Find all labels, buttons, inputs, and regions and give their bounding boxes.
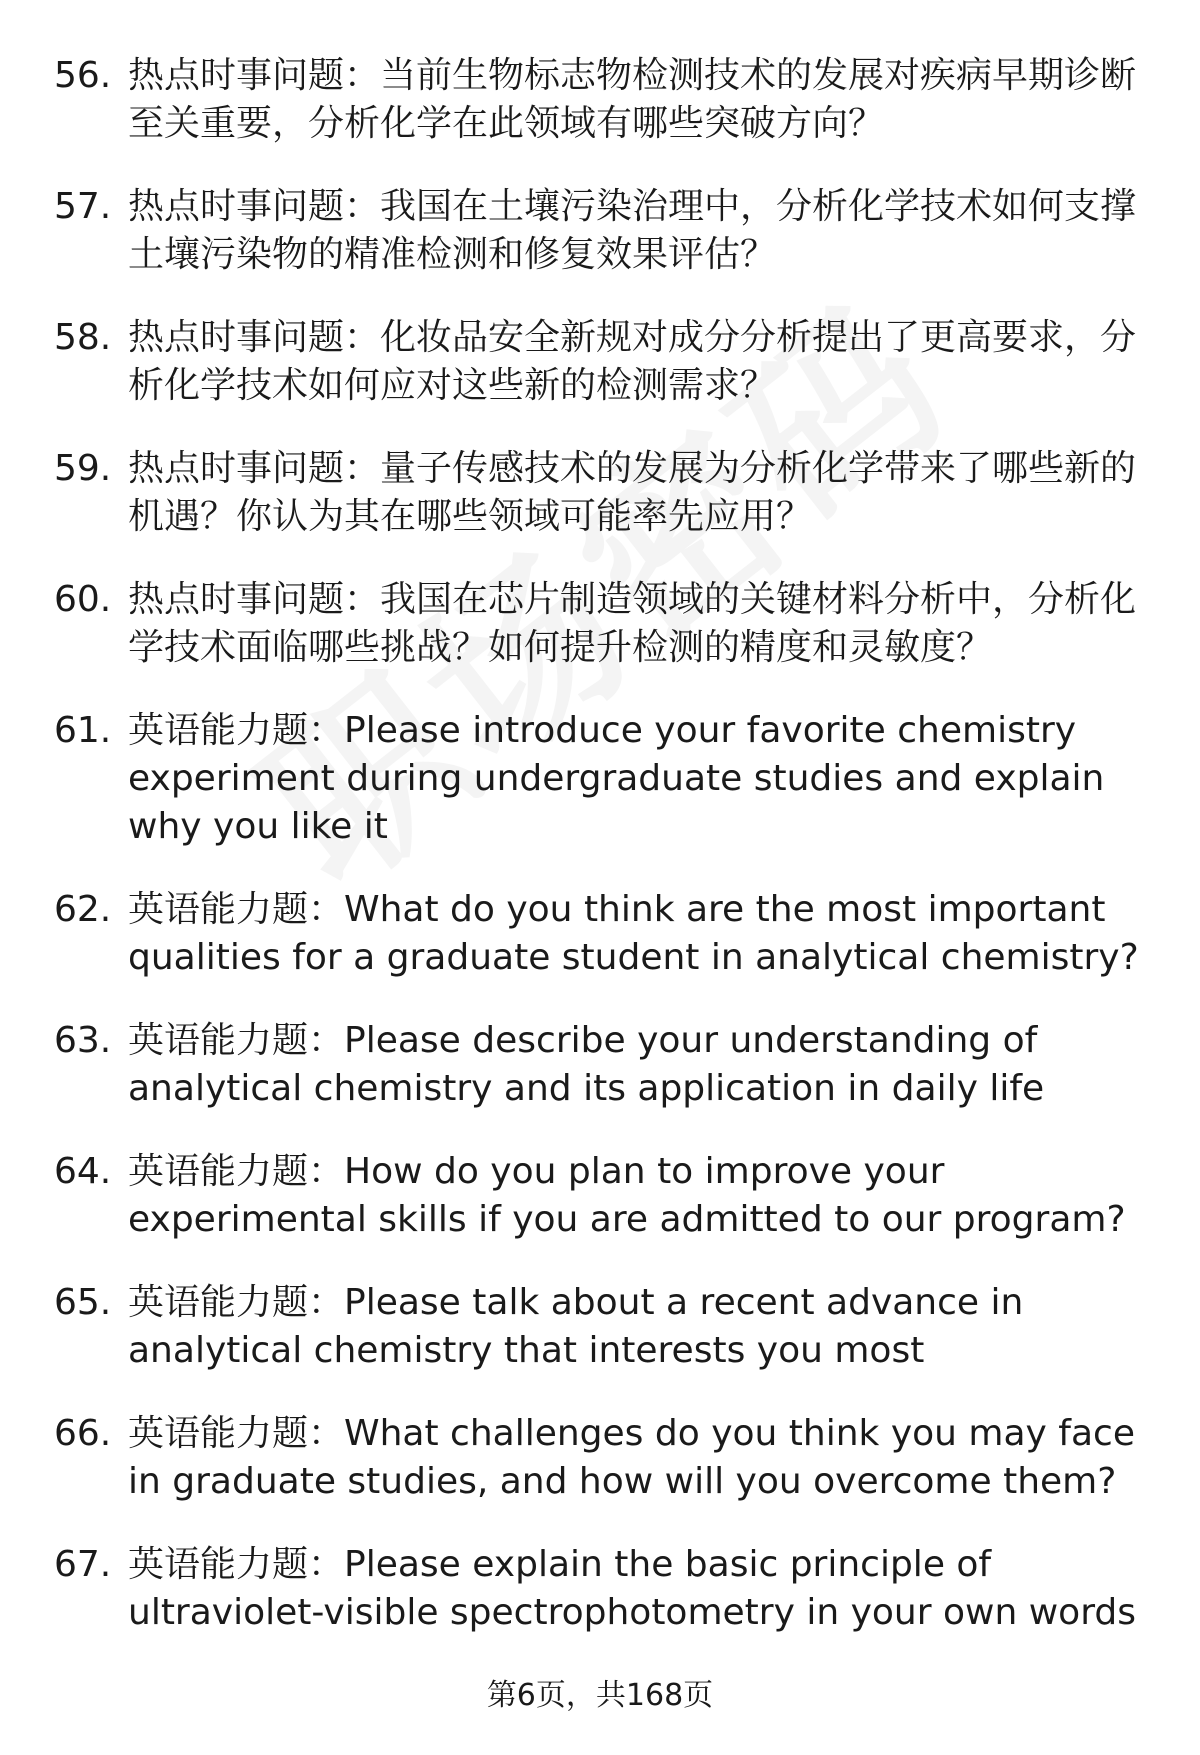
question-text: 热点时事问题：我国在土壤污染治理中，分析化学技术如何支撑土壤污染物的精准检测和修复效果评估？ bbox=[128, 186, 1137, 275]
question-item bbox=[0, 576, 1200, 672]
question-text: 热点时事问题：化妆品安全新规对成分分析提出了更高要求，分析化学技术如何应对这些新的检测需求？ bbox=[128, 317, 1137, 406]
question-number: 64. bbox=[54, 1151, 112, 1192]
question-text: 英语能力题：Please describe your understanding of analytical chemistry and its application in daily life bbox=[128, 1020, 1045, 1109]
question-item bbox=[0, 1279, 1200, 1375]
question-item bbox=[0, 886, 1200, 982]
question-number: 61. bbox=[54, 710, 112, 751]
question-item bbox=[0, 183, 1200, 279]
question-list bbox=[0, 52, 1200, 1672]
question-item bbox=[0, 1017, 1200, 1113]
question-number: 59. bbox=[54, 448, 112, 489]
question-item bbox=[0, 707, 1200, 851]
question-number: 62. bbox=[54, 889, 112, 930]
question-number: 67. bbox=[54, 1544, 112, 1585]
question-text: 英语能力题：What do you think are the most important qualities for a graduate student in analytical chemistry? bbox=[128, 889, 1139, 978]
question-text: 英语能力题：Please talk about a recent advance in analytical chemistry that interests you most bbox=[128, 1282, 1024, 1371]
question-item bbox=[0, 1148, 1200, 1244]
question-number: 63. bbox=[54, 1020, 112, 1061]
question-number: 65. bbox=[54, 1282, 112, 1323]
question-item bbox=[0, 314, 1200, 410]
question-number: 66. bbox=[54, 1413, 112, 1454]
page-footer: 第6页，共168页 bbox=[486, 1678, 714, 1713]
question-text: 英语能力题：Please introduce your favorite chemistry experiment during undergraduate studies and explain why you like it bbox=[128, 710, 1105, 847]
question-number: 57. bbox=[54, 186, 112, 227]
question-item bbox=[0, 1410, 1200, 1506]
question-text: 热点时事问题：我国在芯片制造领域的关键材料分析中，分析化学技术面临哪些挑战？如何提升检测的精度和灵敏度？ bbox=[128, 579, 1137, 668]
question-text: 英语能力题：What challenges do you think you may face in graduate studies, and how will you overcome them? bbox=[128, 1413, 1135, 1502]
question-item bbox=[0, 445, 1200, 541]
question-item bbox=[0, 52, 1200, 148]
question-text: 英语能力题：Please explain the basic principle of ultraviolet-visible spectrophotometry in your own words bbox=[128, 1544, 1136, 1633]
question-text: 热点时事问题：量子传感技术的发展为分析化学带来了哪些新的机遇？你认为其在哪些领域可能率先应用？ bbox=[128, 448, 1137, 537]
question-text: 热点时事问题：当前生物标志物检测技术的发展对疾病早期诊断至关重要，分析化学在此领域有哪些突破方向？ bbox=[128, 55, 1137, 144]
question-number: 60. bbox=[54, 579, 112, 620]
question-number: 58. bbox=[54, 317, 112, 358]
question-text: 英语能力题：How do you plan to improve your experimental skills if you are admitted to our program? bbox=[128, 1151, 1126, 1240]
question-item bbox=[0, 1541, 1200, 1637]
question-number: 56. bbox=[54, 55, 112, 96]
